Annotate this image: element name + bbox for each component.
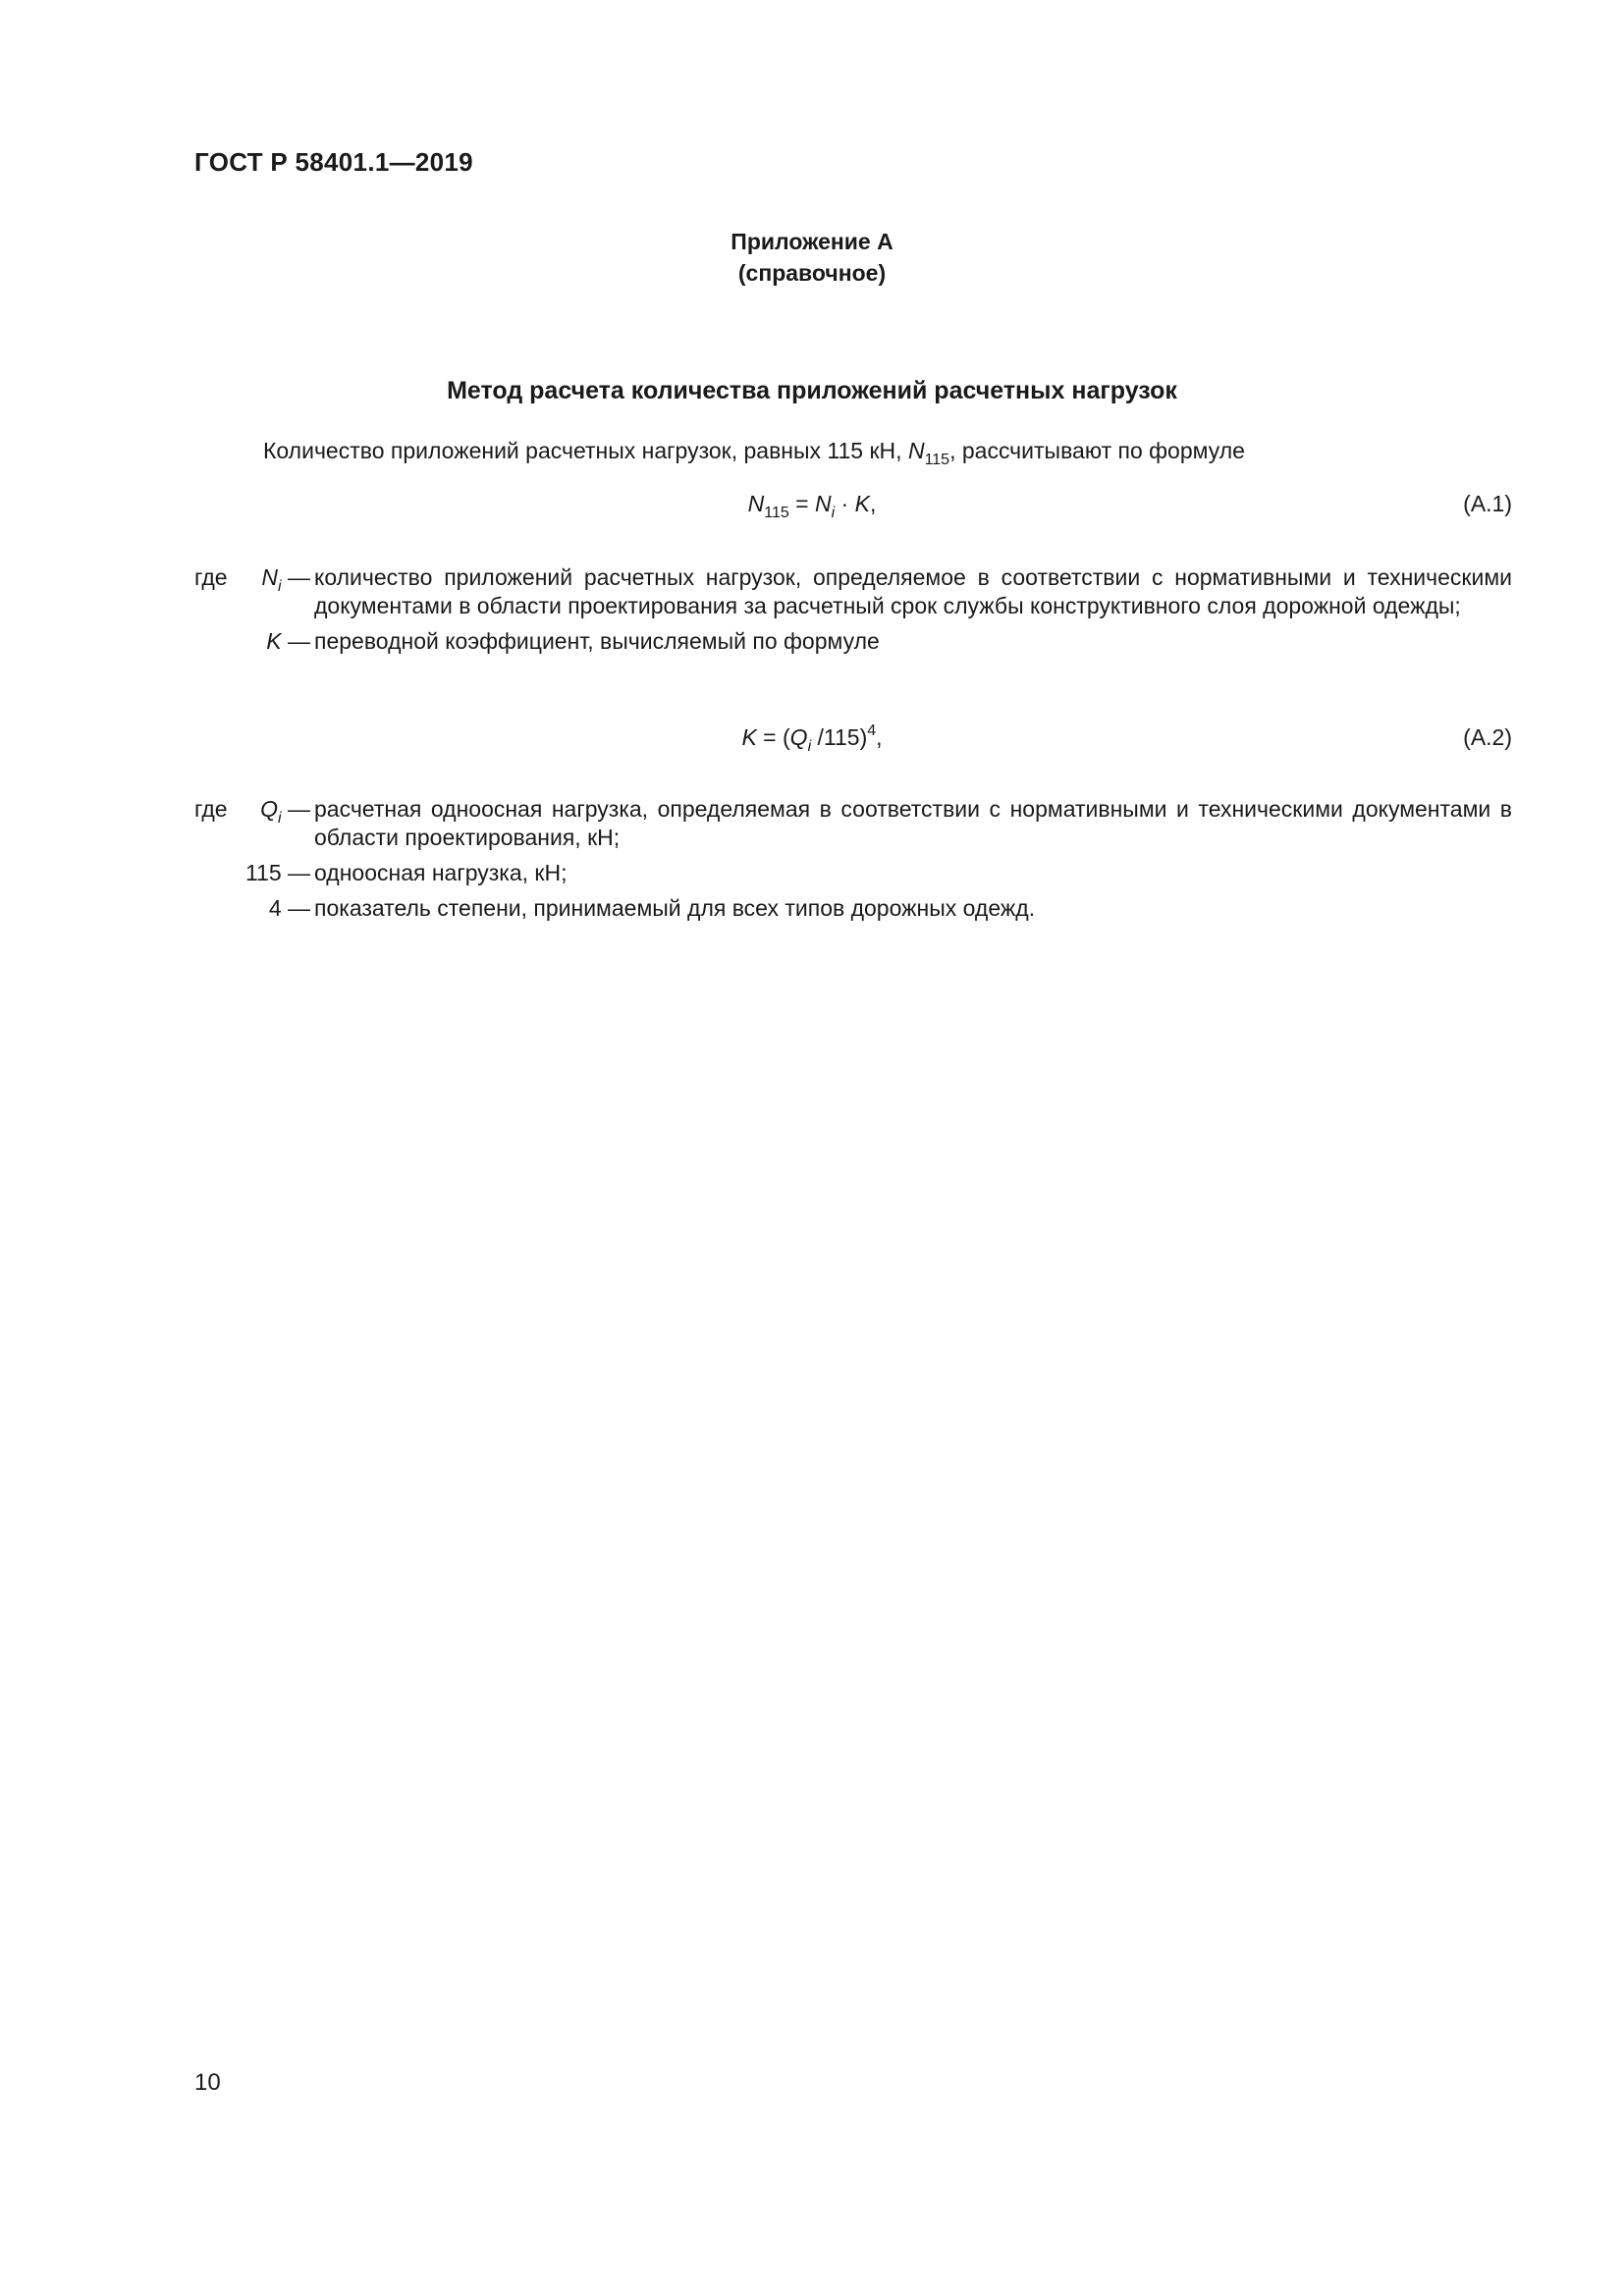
- definition-symbol: [238, 563, 314, 595]
- symbol-main: 115: [244, 860, 282, 885]
- formula-a2-lhs: K: [741, 724, 757, 750]
- intro-text-after: , рассчитывают по формуле: [949, 438, 1245, 463]
- dash: —: [281, 564, 310, 590]
- formula-a2-eq: = (: [756, 724, 790, 750]
- definition-symbol: [238, 894, 314, 923]
- definition-row: [194, 627, 1512, 656]
- formula-a2-number: (А.2): [1463, 724, 1512, 750]
- intro-symbol: N: [907, 438, 925, 463]
- page-number: 10: [194, 2069, 221, 2096]
- intro-text-before: Количество приложений расчетных нагрузок, равных 115 кН,: [263, 438, 908, 463]
- formula-a2-pow: 4: [867, 722, 877, 739]
- formula-a1-op: ·: [835, 491, 855, 516]
- definition-row: [194, 859, 1512, 887]
- definition-symbol: [238, 795, 314, 827]
- symbol-main: 4: [268, 895, 282, 921]
- symbol-main: Q: [260, 796, 279, 822]
- definitions-list-1: [194, 563, 1512, 663]
- definition-text: переводной коэффициент, вычисляемый по формуле: [314, 628, 880, 654]
- intro-symbol-sub: 115: [924, 452, 950, 468]
- dash: —: [281, 895, 310, 921]
- definition-row: [194, 795, 1512, 852]
- document-id: ГОСТ Р 58401.1—2019: [194, 147, 473, 177]
- section-heading: Метод расчета количества приложений расчетных нагрузок: [447, 377, 1177, 404]
- definition-text: показатель степени, принимаемый для всех типов дорожных одежд.: [314, 895, 1036, 921]
- formula-a1-eq: =: [788, 491, 815, 516]
- formula-a1: [0, 491, 1624, 521]
- formula-a2: [0, 722, 1624, 755]
- formula-a1-rhs1: N: [814, 491, 832, 516]
- definitions-list-2: [194, 795, 1512, 930]
- dash: —: [281, 796, 310, 822]
- annex-title: Приложение А: [731, 229, 893, 254]
- formula-a2-q-sub: i: [807, 738, 812, 755]
- definition-text: количество приложений расчетных нагрузок, определяемое в соответствии с нормативными и техническими документами в области проектирования за расчетный срок службы конструктивного слоя дорожной одежды;: [314, 564, 1512, 618]
- annex-title-block: [0, 226, 1624, 289]
- formula-a1-lhs-sub: 115: [764, 505, 789, 521]
- formula-a2-tail: ,: [876, 724, 883, 750]
- symbol-main: N: [261, 564, 279, 590]
- definition-symbol: [238, 859, 314, 887]
- definition-row: [194, 563, 1512, 620]
- where-label: где: [194, 564, 228, 590]
- symbol-main: K: [266, 628, 282, 654]
- formula-a1-number: (А.1): [1463, 491, 1512, 516]
- definition-symbol: [238, 627, 314, 656]
- dash: —: [281, 628, 310, 654]
- annex-kind: (справочное): [737, 260, 887, 286]
- definition-text: одноосная нагрузка, кН;: [314, 860, 568, 885]
- formula-a1-rhs2: K: [854, 491, 870, 516]
- where-label: где: [194, 796, 228, 822]
- symbol-sub: i: [278, 810, 282, 827]
- definition-row: [194, 894, 1512, 923]
- dash: —: [281, 860, 310, 885]
- definition-text: расчетная одноосная нагрузка, определяемая в соответствии с нормативными и техническими документами в области проектирования, кН;: [314, 796, 1512, 850]
- formula-a2-div: /115): [811, 724, 868, 750]
- formula-a1-tail: ,: [869, 491, 877, 516]
- formula-a2-q: Q: [789, 724, 808, 750]
- formula-a1-lhs: N: [747, 491, 765, 516]
- formula-a1-rhs1-sub: i: [831, 505, 836, 521]
- symbol-sub: i: [278, 578, 282, 595]
- intro-paragraph: [263, 438, 1245, 468]
